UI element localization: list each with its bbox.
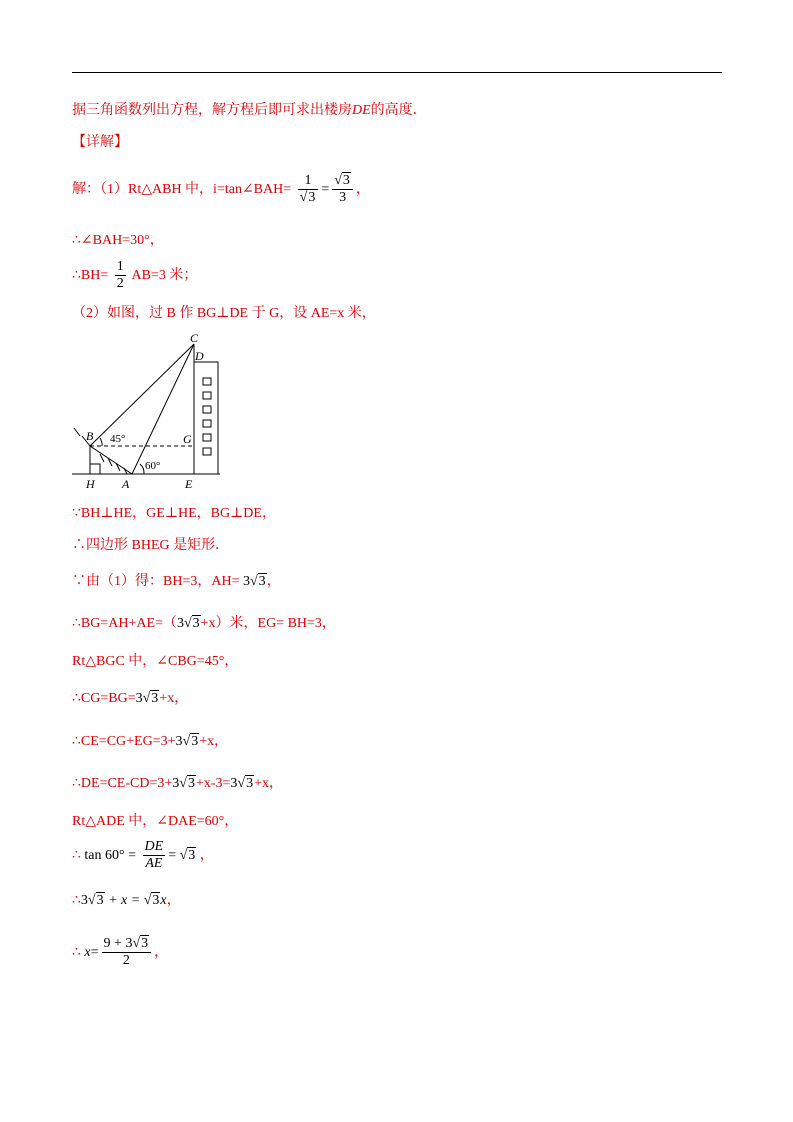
ade-line: Rt△ADE 中，∠DAE=60°， <box>72 814 239 829</box>
fraction-solution: $\frac{9 + 3√3}{2}$ <box>102 936 152 969</box>
perpendicular-line: ∵BH⊥HE，GE⊥HE，BG⊥DE， <box>72 506 276 521</box>
solution-line: ∴ x= $\frac{9 + 3√3}{2}$ ， <box>72 936 169 969</box>
label-A: A <box>122 477 130 491</box>
step1-line: 解：（1）Rt△ABH 中，i=tan∠BAH= $\frac{1}{√3}$ = $\frac{√3}{3}$ ， <box>72 173 370 206</box>
angle-45-label: 45° <box>110 433 126 445</box>
geometry-figure <box>70 330 230 495</box>
fraction-1-over-root3: $\frac{1}{√3}$ <box>298 173 319 206</box>
tan-line: ∴ tan 60° = $\frac{DE}{AE}$ = √3 ， <box>72 839 214 872</box>
de-line: ∴DE=CE-CD=3+3√3+x-3=3√3+x， <box>72 776 283 791</box>
rectangle-line: ∴四边形 BHEG 是矩形． <box>72 538 230 553</box>
bg-line: ∴BG=AH+AE=（3√3+x）米，EG= BH=3， <box>72 616 336 631</box>
label-H: H <box>86 477 95 491</box>
detail-heading: 【详解】 <box>72 135 128 150</box>
fraction-de-over-ae: $\frac{DE}{AE}$ <box>144 839 164 872</box>
bgc-line: Rt△BGC 中，∠CBG=45°， <box>72 654 239 669</box>
fraction-half: $\frac{1}{2}$ <box>116 259 124 292</box>
label-C: C <box>190 331 199 345</box>
label-G: G <box>183 432 192 446</box>
label-E: E <box>185 477 193 491</box>
label-D: D <box>195 349 204 363</box>
angle-result-line: ∴∠BAH=30°， <box>72 233 164 248</box>
intro-line: 据三角函数列出方程，解方程后即可求出楼房DE的高度． <box>72 103 427 118</box>
angle-60-label: 60° <box>145 460 161 472</box>
step2-line: （2）如图，过 B 作 BG⊥DE 于 G，设 AE=x 米， <box>72 306 376 321</box>
ce-line: ∴CE=CG+EG=3+3√3+x， <box>72 734 229 749</box>
cg-line: ∴CG=BG=3√3+x， <box>72 691 189 706</box>
label-B: B <box>86 429 94 443</box>
equation-line: ∴3√3 + x = √3x， <box>72 893 181 908</box>
fraction-root3-over-3: $\frac{√3}{3}$ <box>332 173 353 206</box>
header-rule <box>72 72 722 73</box>
bh-line: ∴BH= $\frac{1}{2}$ AB=3 米； <box>72 259 198 292</box>
given-line: ∵由（1）得：BH=3，AH= 3√3， <box>72 574 281 589</box>
